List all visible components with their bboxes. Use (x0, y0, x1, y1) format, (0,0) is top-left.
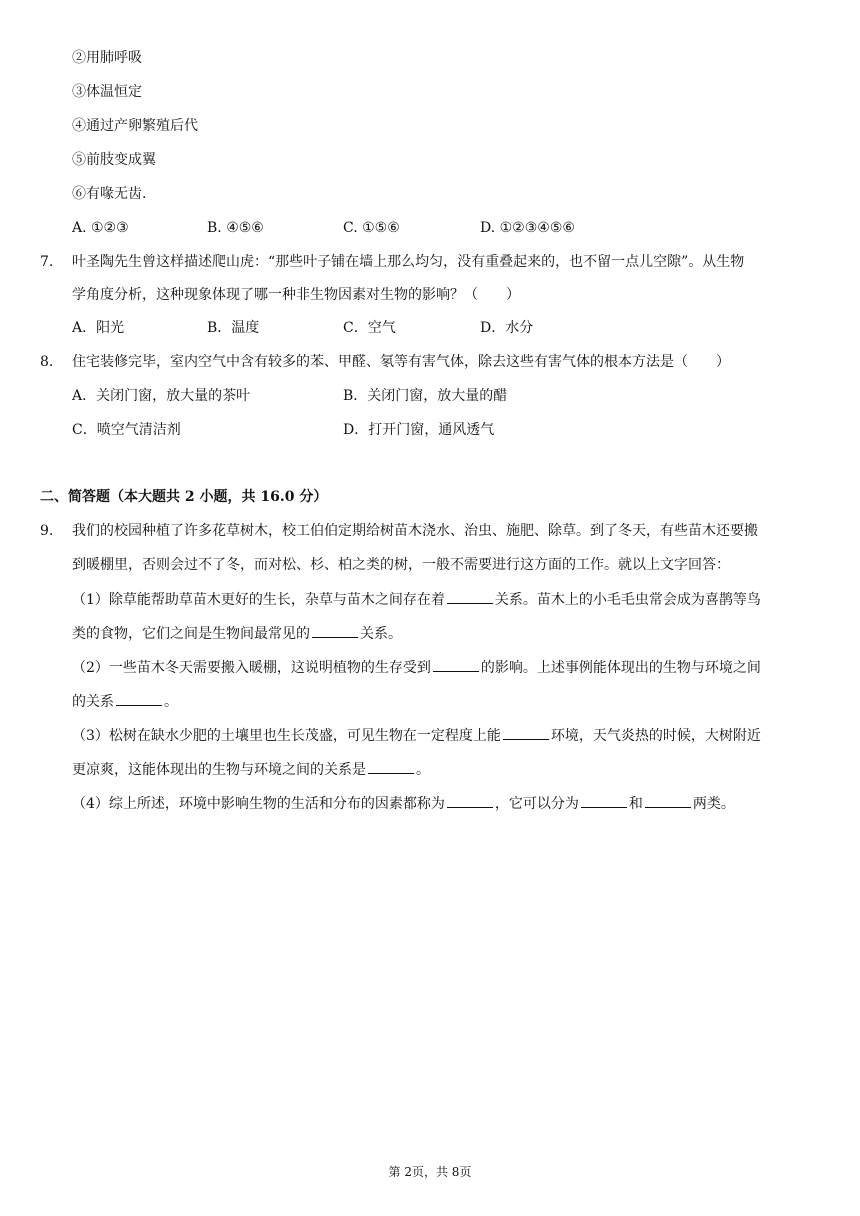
q9-part2-text-d: 。 (164, 694, 178, 710)
q9-part2-line-2 (72, 691, 178, 712)
q6-option-c: C. ①⑤⑥ (343, 220, 400, 236)
answer-blank (447, 589, 493, 604)
q7-options (72, 318, 772, 338)
q9-part3-line-2 (72, 759, 430, 780)
q8-stem: 住宅装修完毕，室内空气中含有较多的苯、甲醛、氡等有害气体，除去这些有害气体的根本方法是（ ） (72, 354, 730, 370)
answer-blank (116, 691, 162, 706)
q7-option-d: D．水分 (480, 320, 534, 336)
answer-blank (312, 623, 358, 638)
q9-part3-text-a: （3）松树在缺水少肥的土壤里也生长茂盛，可见生物在一定程度上能 (72, 728, 501, 744)
q7-option-c: C．空气 (343, 320, 396, 336)
q8-option-c: C．喷空气清洁剂 (72, 422, 181, 438)
q9-part4-text-d: 两类。 (692, 796, 735, 812)
q6-option-a: A. ①②③ (72, 220, 129, 236)
q8-option-b: B．关闭门窗，放大量的醋 (343, 388, 508, 404)
q7-option-b: B．温度 (207, 320, 260, 336)
q9-part3-line-1 (72, 725, 761, 746)
q9-part2-text-a: （2）一些苗木冬天需要搬入暖棚，这说明植物的生存受到 (72, 660, 431, 676)
answer-blank (581, 793, 627, 808)
q7-stem-line-1: 叶圣陶先生曾这样描述爬山虎：“那些叶子铺在墙上那么均匀，没有重叠起来的，也不留一点儿空隙”。从生物 (72, 254, 745, 270)
q6-option-b: B. ④⑤⑥ (207, 220, 264, 236)
q9-part3-text-d: 。 (416, 762, 430, 778)
q7-stem-line-2: 学角度分析，这种现象体现了哪一种非生物因素对生物的影响？（ ） (72, 287, 520, 303)
q6-item-4: ④通过产卵繁殖后代 (72, 118, 198, 134)
q8-options-row-1 (72, 386, 772, 406)
q9-part1-line-2 (72, 623, 402, 644)
q8-number: 8. (40, 354, 54, 370)
q7-option-a: A．阳光 (72, 320, 125, 336)
answer-blank (645, 793, 691, 808)
q6-item-5: ⑤前肢变成翼 (72, 152, 156, 168)
q9-part4-line-1 (72, 793, 735, 814)
q9-part4-text-b: ，它可以分为 (494, 796, 579, 812)
q6-item-3: ③体温恒定 (72, 84, 142, 100)
q8-options-row-2 (72, 420, 772, 440)
q6-item-6: ⑥有喙无齿. (72, 186, 147, 202)
q9-stem-line-2: 到暖棚里，否则会过不了冬，而对松、杉、柏之类的树，一般不需要进行这方面的工作。就以上文字回答： (72, 557, 730, 573)
q9-part1-text-c: 类的食物，它们之间是生物间最常见的 (72, 626, 310, 642)
q6-options (72, 218, 772, 238)
q9-part3-text-c: 更凉爽，这能体现出的生物与环境之间的关系是 (72, 762, 366, 778)
page-footer: 第 2页，共 8页 (388, 1165, 472, 1179)
q8-option-a: A．关闭门窗，放大量的茶叶 (72, 388, 251, 404)
answer-blank (503, 725, 549, 740)
answer-blank (368, 759, 414, 774)
q9-part4-text-c: 和 (628, 796, 643, 812)
answer-blank (447, 793, 493, 808)
q9-part2-line-1 (72, 657, 761, 678)
q9-part2-text-b: 的影响。上述事例能体现出的生物与环境之间 (480, 660, 761, 676)
q9-stem-line-1: 我们的校园种植了许多花草树木，校工伯伯定期给树苗木浇水、治虫、施肥、除草。到了冬天，有些苗木还要搬 (72, 523, 758, 539)
q9-part4-text-a: （4）综上所述，环境中影响生物的生活和分布的因素都称为 (72, 796, 445, 812)
q9-part1-text-d: 关系。 (360, 626, 402, 642)
answer-blank (433, 657, 479, 672)
q9-part1-text-a: （1）除草能帮助草苗木更好的生长，杂草与苗木之间存在着 (72, 592, 445, 608)
q9-part1-text-b: 关系。苗木上的小毛毛虫常会成为喜鹊等鸟 (494, 592, 761, 608)
q9-part3-text-b: 环境，天气炎热的时候，大树附近 (550, 728, 761, 744)
q9-number: 9. (40, 523, 54, 539)
q9-part1-line-1 (72, 589, 761, 610)
q8-option-d: D．打开门窗，通风透气 (343, 422, 495, 438)
q6-option-d: D. ①②③④⑤⑥ (480, 220, 575, 236)
q7-number: 7. (40, 254, 54, 270)
section-title: 二、简答题（本大题共 2 小题，共 16.0 分） (40, 489, 328, 505)
q9-part2-text-c: 的关系 (72, 694, 114, 710)
q6-item-2: ②用肺呼吸 (72, 50, 142, 66)
